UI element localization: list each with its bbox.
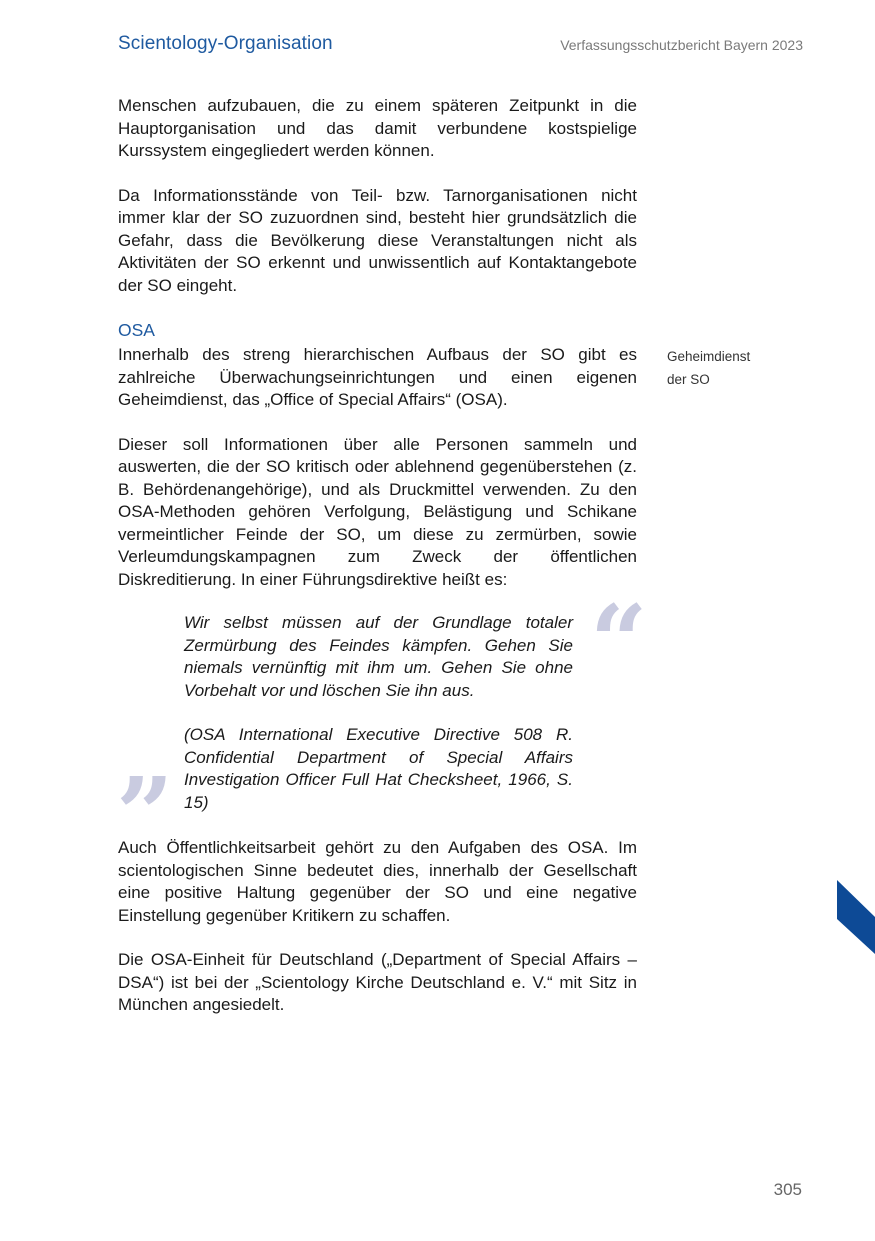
margin-note-line: Geheimdienst [667,349,751,364]
section-heading-osa: OSA [118,320,155,340]
page-number: 305 [773,1180,802,1199]
margin-note-line: der SO [667,372,710,387]
intro-block [118,95,637,297]
close-quote-mark-icon: ” [116,755,174,873]
publication-title: Verfassungsschutzbericht Bayern 2023 [560,37,803,53]
osa-block [118,344,637,591]
paragraph: Da Informationsstände von Teil- bzw. Tarnorganisationen nicht immer klar der SO zuzuordnen sind, besteht hier grundsätzlich die Gefahr, dass die Bevölkerung diese Veranstaltungen nicht als Aktivitäten der SO erkennt und unwissentlich auf Kontaktangebote der SO eingeht. [118,185,637,295]
paragraph: Menschen aufzubauen, die zu einem späteren Zeitpunkt in die Hauptorganisation und das damit verbundene kostspielige Kurssystem eingegliedert werden können. [118,96,637,160]
section-title: Scientology-Organisation [118,33,333,54]
blockquote [184,612,573,814]
paragraph: Innerhalb des streng hierarchischen Aufbaus der SO gibt es zahlreiche Überwachungseinrichtungen und einen eigenen Geheimdienst, das „Office of Special Affairs“ (OSA). [118,345,637,409]
quote-source: (OSA International Executive Directive 508 R. Confidential Department of Special Affairs Investigation Officer Full Hat Checksheet, 1966, S. 15) [184,725,573,812]
paragraph: Auch Öffentlichkeitsarbeit gehört zu den Aufgaben des OSA. Im scientologischen Sinne bedeutet dies, innerhalb der Gesellschaft eine positive Haltung gegenüber der SO und eine negative Einstellung gegenüber Kritikern zu schaffen. [118,838,637,925]
paragraph: Dieser soll Informationen über alle Personen sammeln und auswerten, die der SO kritisch oder ablehnend gegenüberstehen (z. B. Behördenangehörige), und als Druckmittel verwenden. Zu den OSA-Methoden gehören Verfolgung, Belästigung und Schikane vermeintlicher Feinde der SO, um diese zu zermürben, sowie Verleumdungskampagnen zum Zweck der öffentlichen Diskreditierung. In einer Führungsdirektive heißt es: [118,434,637,589]
closing-block [118,837,637,1017]
paragraph: Die OSA-Einheit für Deutschland („Department of Special Affairs – DSA“) ist bei der „Scientology Kirche Deutschland e. V.“ mit Sitz in München angesiedelt. [118,950,637,1014]
chapter-tab-marker [837,880,875,954]
open-quote-mark-icon: “ [590,583,648,701]
margin-note [667,345,787,391]
quote-text: Wir selbst müssen auf der Grundlage totaler Zermürbung des Feindes kämpfen. Gehen Sie niemals vernünftig mit ihm um. Gehen Sie ohne Vorbehalt vor und löschen Sie ihn aus. [184,613,573,700]
